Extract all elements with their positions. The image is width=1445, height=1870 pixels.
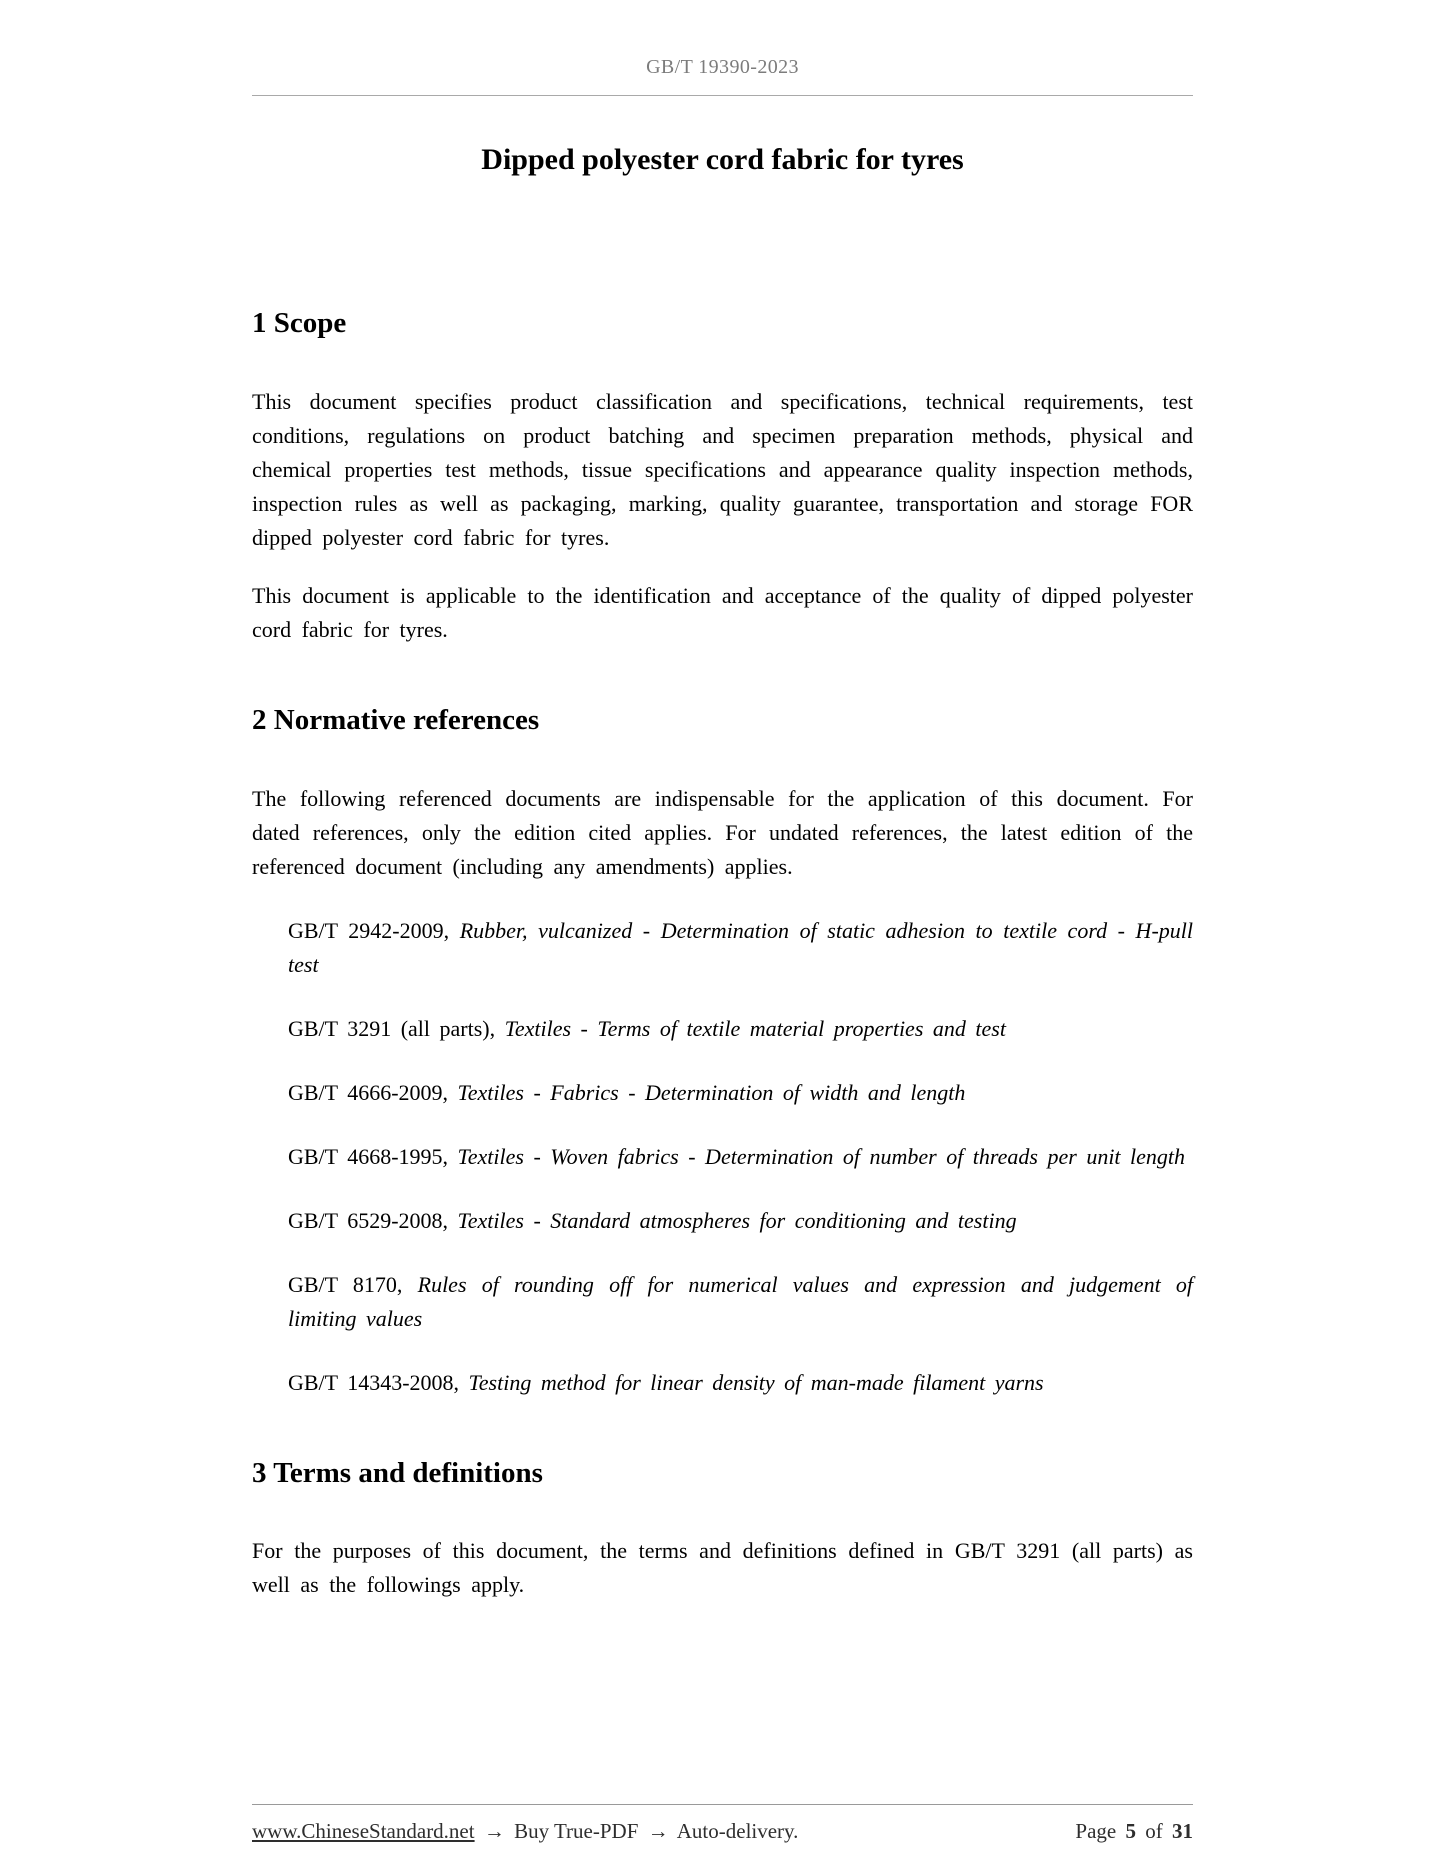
reference-code: GB/T 8170,: [288, 1271, 403, 1297]
reference-item: [288, 1012, 1193, 1046]
reference-title: Rules of rounding off for numerical values and expression and judgement of limiting values: [288, 1271, 1193, 1331]
page-footer: [252, 1804, 1193, 1844]
footer-divider: [252, 1804, 1193, 1805]
paragraph: For the purposes of this document, the terms and definitions defined in GB/T 3291 (all parts) as well as the followings apply.: [252, 1538, 1193, 1598]
header-divider: [252, 95, 1193, 96]
doc-number: GB/T 19390-2023: [646, 56, 799, 78]
of-label: of: [1145, 1819, 1163, 1843]
footer-row: [252, 1819, 1193, 1844]
reference-title: Rubber, vulcanized - Determination of static adhesion to textile cord - H-pull test: [288, 917, 1193, 977]
section-heading: 3 Terms and definitions: [252, 1456, 543, 1489]
reference-title: Testing method for linear density of man-made filament yarns: [468, 1369, 1044, 1395]
reference-title: Textiles - Woven fabrics - Determination of number of threads per unit length: [457, 1143, 1186, 1169]
section-terms-definitions: [252, 1456, 1193, 1603]
paragraph: The following referenced documents are indispensable for the application of this document. For dated references, only the edition cited applies. For undated references, the latest edition of the referenced document (including any amendments) applies.: [252, 785, 1193, 879]
reference-list: [252, 914, 1193, 1400]
section-heading: 1 Scope: [252, 307, 347, 339]
reference-item: [288, 1204, 1193, 1238]
reference-code: GB/T 3291 (all parts),: [288, 1015, 496, 1041]
reference-item: [288, 1268, 1193, 1336]
page-indicator: [1071, 1819, 1193, 1844]
paragraph: This document specifies product classification and specifications, technical requirements, test conditions, regulations on product batching and specimen preparation methods, physical and chemical properties test methods, tissue specifications and appearance quality inspection methods, inspection rules as well as packaging, marking, quality guarantee, transportation and storage FOR dipped polyester cord fabric for tyres.: [252, 388, 1193, 550]
document-title: Dipped polyester cord fabric for tyres: [481, 143, 964, 176]
total-pages: 31: [1172, 1819, 1193, 1843]
reference-code: GB/T 6529-2008,: [288, 1207, 449, 1233]
reference-code: GB/T 4666-2009,: [288, 1079, 449, 1105]
arrow-icon: →: [483, 1819, 505, 1843]
reference-code: GB/T 4668-1995,: [288, 1143, 449, 1169]
reference-item: [288, 1076, 1193, 1110]
reference-title: Textiles - Standard atmospheres for conditioning and testing: [457, 1207, 1017, 1233]
page-header: [252, 56, 1193, 96]
footer-buy-label: Buy True-PDF: [514, 1819, 639, 1843]
reference-item: [288, 914, 1193, 982]
footer-delivery-label: Auto-delivery.: [676, 1819, 799, 1843]
reference-code: GB/T 2942-2009,: [288, 917, 450, 943]
reference-title: Textiles - Terms of textile material properties and test: [504, 1015, 1006, 1041]
page-number: 5: [1125, 1819, 1136, 1843]
reference-title: Textiles - Fabrics - Determination of width and length: [457, 1079, 966, 1105]
reference-code: GB/T 14343-2008,: [288, 1369, 460, 1395]
arrow-icon: →: [647, 1819, 669, 1843]
footer-site-link[interactable]: www.ChineseStandard.net: [252, 1819, 475, 1843]
section-normative-references: [252, 703, 1193, 1400]
page-label: Page: [1075, 1819, 1117, 1843]
section-scope: [252, 306, 1193, 647]
reference-item: [288, 1366, 1193, 1400]
paragraph: This document is applicable to the identification and acceptance of the quality of dipped polyester cord fabric for tyres.: [252, 582, 1193, 642]
section-heading: 2 Normative references: [252, 703, 540, 736]
reference-item: [288, 1140, 1193, 1174]
footer-source-line: [252, 1819, 802, 1844]
